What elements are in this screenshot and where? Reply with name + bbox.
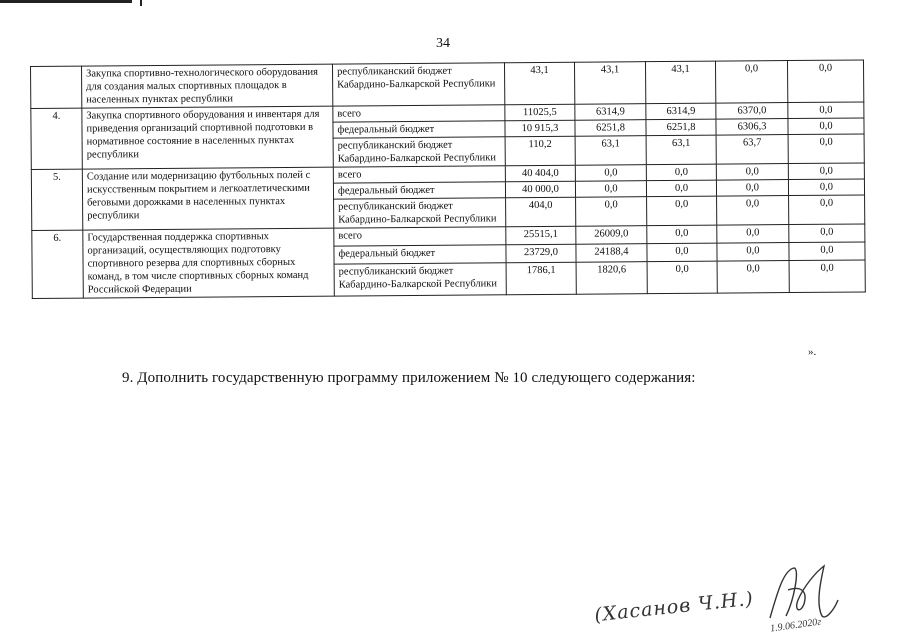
amount-cell-year-5: 0,0 <box>789 195 865 225</box>
amount-cell-year-4: 63,7 <box>716 135 788 165</box>
top-rule <box>0 0 132 3</box>
amount-cell-year-4: 0,0 <box>716 164 788 181</box>
amount-cell-year-3: 43,1 <box>645 61 715 104</box>
amount-cell-year-1: 10 915,3 <box>505 120 575 137</box>
activity-cell: Закупка спортивно-технологического оборудования для создания малых спортивных площадок в населенных пунктах республики <box>82 64 333 108</box>
row-number: 6. <box>32 230 84 298</box>
handwritten-signature <box>764 560 844 626</box>
funding-source-cell: республиканский бюджет Кабардино-Балкарской Республики <box>333 137 505 167</box>
amount-cell-year-3: 0,0 <box>647 243 717 261</box>
amount-cell-year-5: 0,0 <box>789 242 865 260</box>
amount-cell-year-5: 0,0 <box>788 179 864 196</box>
funding-table <box>30 59 866 299</box>
amount-cell-year-1: 25515,1 <box>506 226 576 244</box>
amount-cell-year-2: 26009,0 <box>576 226 647 244</box>
signature-name: (Хасанов Ч.Н.) <box>593 587 755 627</box>
amount-cell-year-5: 0,0 <box>788 118 864 135</box>
amount-cell-year-2: 0,0 <box>576 197 647 227</box>
funding-source-cell: всего <box>333 166 505 183</box>
activity-cell: Закупка спортивного оборудования и инвентаря для приведения организаций спортивной подготовки в нормативное состояние в населенных пунктах республики <box>82 106 333 169</box>
amount-cell-year-2: 6251,8 <box>575 120 646 137</box>
row-number: 5. <box>31 169 82 230</box>
funding-source-cell: всего <box>333 105 505 122</box>
funding-source-cell: республиканский бюджет Кабардино-Балкарской Республики <box>332 63 504 106</box>
amount-cell-year-3: 63,1 <box>646 135 716 165</box>
amount-cell-year-5: 0,0 <box>789 260 865 293</box>
amount-cell-year-5: 0,0 <box>788 134 864 164</box>
funding-source-cell: федеральный бюджет <box>333 182 505 199</box>
amount-cell-year-4: 0,0 <box>717 196 789 226</box>
top-rule-tick <box>140 0 142 6</box>
amount-cell-year-4: 0,0 <box>716 180 788 197</box>
funding-source-cell: всего <box>334 227 506 246</box>
funding-table-body <box>31 60 866 299</box>
amount-cell-year-2: 6314,9 <box>575 104 646 121</box>
amount-cell-year-5: 0,0 <box>787 60 863 103</box>
amount-cell-year-2: 0,0 <box>575 165 646 182</box>
table-row <box>31 60 864 109</box>
funding-source-cell: республиканский бюджет Кабардино-Балкарской Республики <box>334 198 506 228</box>
amount-cell-year-1: 23729,0 <box>506 244 576 262</box>
amount-cell-year-3: 6314,9 <box>646 103 716 120</box>
amount-cell-year-5: 0,0 <box>789 224 865 242</box>
amount-cell-year-1: 40 000,0 <box>505 181 575 198</box>
activity-cell: Государственная поддержка спортивных организаций, осуществляющих подготовку спортивного резерва для спортивных сборных команд, в том числе спортивных сборных команд Российской Федерации <box>83 228 335 298</box>
amount-cell-year-4: 0,0 <box>717 225 789 243</box>
amount-cell-year-1: 110,2 <box>505 136 575 166</box>
amount-cell-year-3: 0,0 <box>647 225 717 243</box>
row-number <box>31 66 82 108</box>
funding-source-cell: федеральный бюджет <box>334 245 506 264</box>
amount-cell-year-4: 6370,0 <box>716 103 788 120</box>
funding-source-cell: федеральный бюджет <box>333 121 505 138</box>
signature-date: 1.9.06.2020г <box>769 616 822 635</box>
amount-cell-year-2: 43,1 <box>574 62 645 105</box>
amount-cell-year-4: 0,0 <box>717 260 789 293</box>
funding-source-cell: республиканский бюджет Кабардино-Балкарской Республики <box>334 262 506 296</box>
amount-cell-year-1: 11025,5 <box>505 104 575 121</box>
amount-cell-year-5: 0,0 <box>788 102 864 119</box>
closing-quote: ». <box>808 346 817 358</box>
amount-cell-year-2: 24188,4 <box>576 243 647 261</box>
amount-cell-year-3: 6251,8 <box>646 119 716 136</box>
amount-cell-year-3: 0,0 <box>646 180 716 197</box>
amount-cell-year-3: 0,0 <box>646 164 716 181</box>
activity-cell: Создание или модернизацию футбольных полей с искусственным покрытием и легкоатлетическими беговыми дорожками в населенных пунктах республики <box>82 167 333 230</box>
row-number: 4. <box>31 108 82 169</box>
amount-cell-year-2: 1820,6 <box>576 261 647 294</box>
amount-cell-year-3: 0,0 <box>647 261 717 294</box>
amount-cell-year-2: 0,0 <box>575 181 646 198</box>
item-9-text: 9. Дополнить государственную программу приложением № 10 следующего содержания: <box>122 370 696 386</box>
amount-cell-year-1: 43,1 <box>504 62 574 105</box>
amount-cell-year-4: 0,0 <box>717 242 789 260</box>
amount-cell-year-1: 1786,1 <box>506 262 576 295</box>
amount-cell-year-3: 0,0 <box>647 196 717 226</box>
amount-cell-year-1: 40 404,0 <box>505 165 575 182</box>
amount-cell-year-5: 0,0 <box>788 163 864 180</box>
amount-cell-year-4: 6306,3 <box>716 119 788 136</box>
page-number: 34 <box>436 36 450 51</box>
amount-cell-year-2: 63,1 <box>575 136 646 166</box>
amount-cell-year-4: 0,0 <box>715 61 787 104</box>
amount-cell-year-1: 404,0 <box>506 197 576 227</box>
